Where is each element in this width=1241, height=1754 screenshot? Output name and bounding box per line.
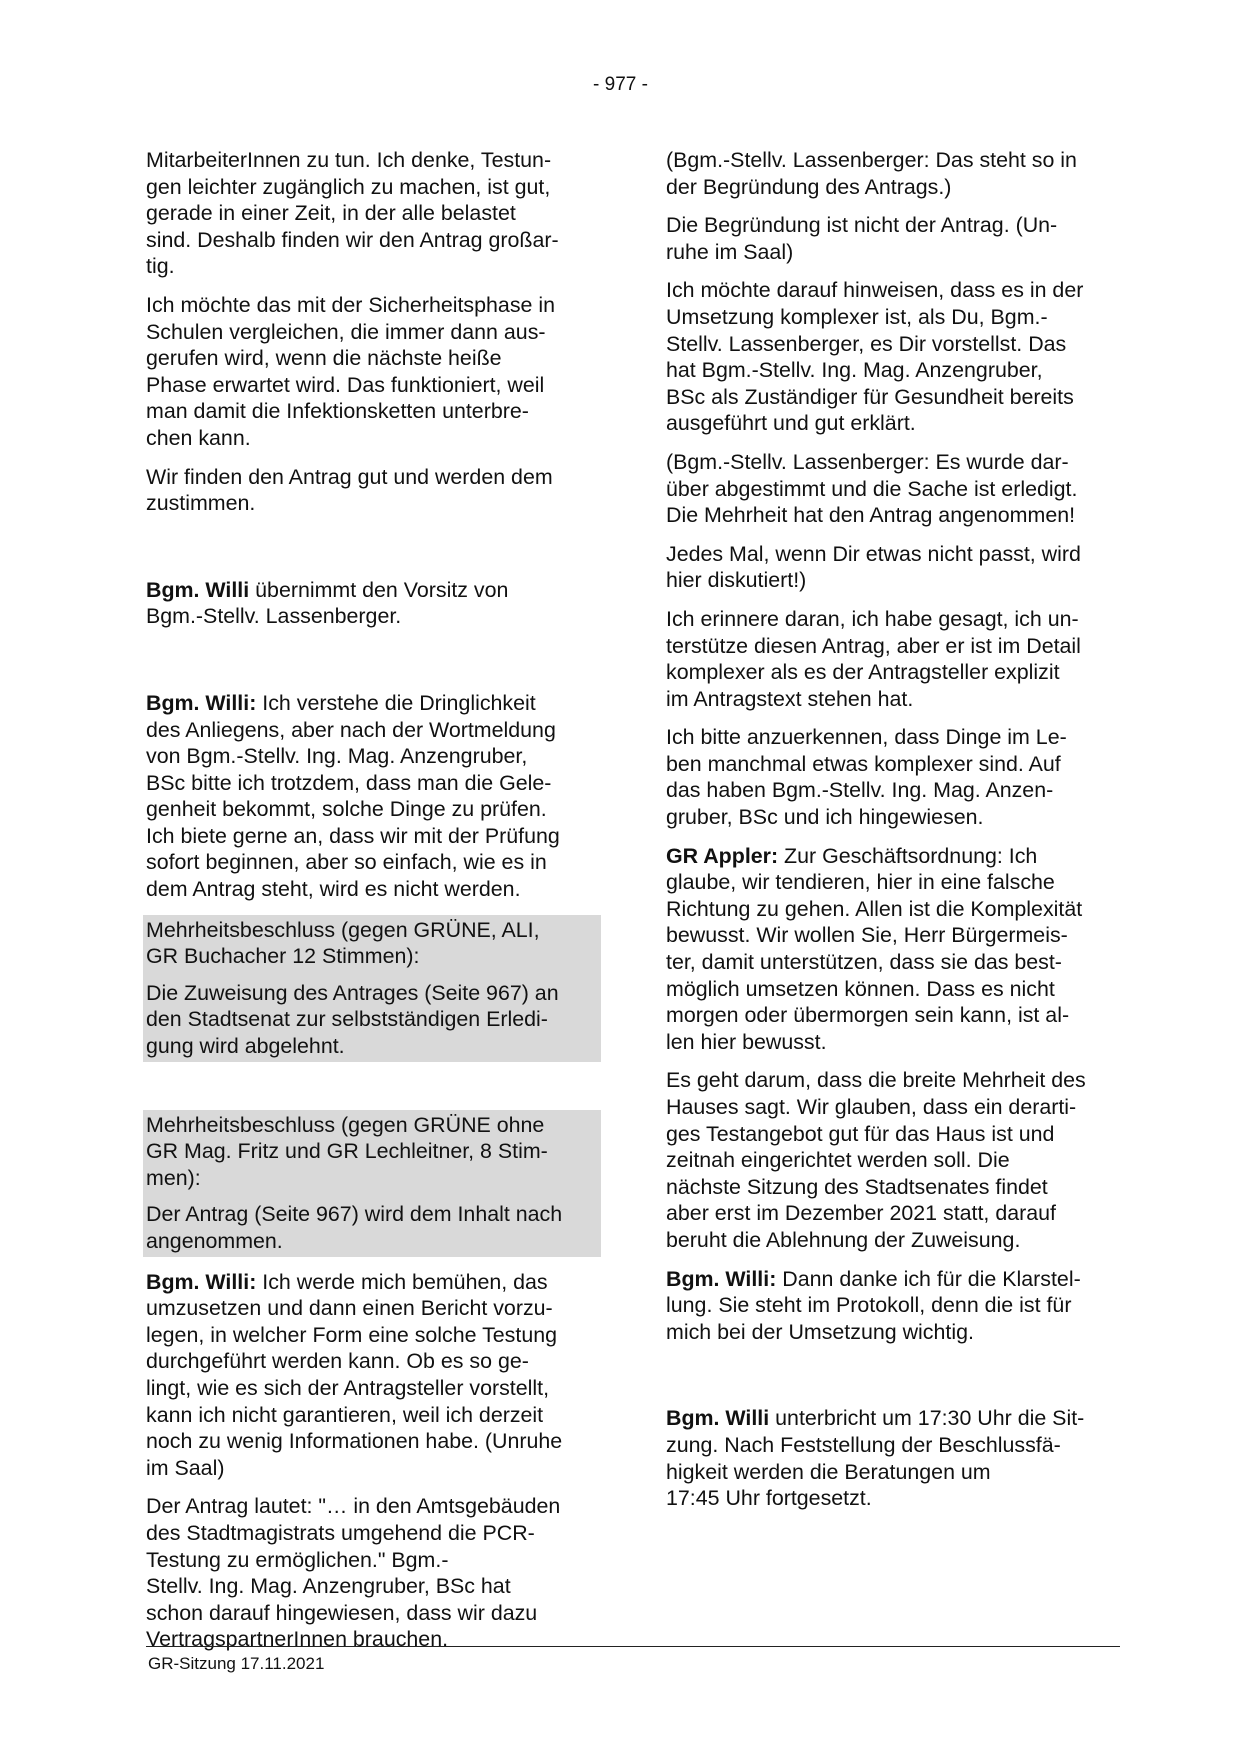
interjection: (Bgm.-Stellv. Lassenberger: Es wurde dar- über abgestimmt und die Sache ist erledigt. Die Mehrheit hat den Antrag angenommen! <box>666 449 1078 528</box>
speaker-name: GR Appler: <box>666 843 779 868</box>
resolution-vote: Mehrheitsbeschluss (gegen GRÜNE, ALI, GR Buchacher 12 Stimmen): <box>146 917 540 969</box>
right-column <box>666 147 1121 1524</box>
speaker-name: Bgm. Willi: <box>146 690 257 715</box>
footer-divider <box>146 1646 1120 1647</box>
resolution-text: Die Zuweisung des Antrages (Seite 967) an den Stadtsenat zur selbstständigen Erledi- gung wird abgelehnt. <box>146 980 559 1059</box>
paragraph: Ich bitte anzuerkennen, dass Dinge im Le- ben manchmal etwas komplexer sind. Auf das haben Bgm.-Stellv. Ing. Mag. Anzen- gruber, BSc und ich hingewiesen. <box>666 725 1067 830</box>
paragraph: Es geht darum, dass die breite Mehrheit des Hauses sagt. Wir glauben, dass ein derarti- ges Testangebot gut für das Haus ist und zeitnah eingerichtet werden soll. Die nächste Sitzung des Stadtsenates findet aber erst im Dezember 2021 statt, darauf beruht die Ablehnung der Zuweisung. <box>666 1068 1086 1252</box>
interjection: Jedes Mal, wenn Dir etwas nicht passt, wird hier diskutiert!) <box>666 541 1081 593</box>
speech-paragraph: Bgm. Willi: Dann danke ich für die Klarstel- lung. Sie steht im Protokoll, denn die ist für mich bei der Umsetzung wichtig. <box>666 1266 1081 1344</box>
footer-session-date: GR-Sitzung 17.11.2021 <box>148 1654 325 1673</box>
interjection: (Bgm.-Stellv. Lassenberger: Das steht so in der Begründung des Antrags.) <box>666 148 1077 199</box>
paragraph: MitarbeiterInnen zu tun. Ich denke, Testun- gen leichter zugänglich zu machen, ist gut, gerade in einer Zeit, in der alle belastet sind. Deshalb finden wir den Antrag großar- tig. <box>146 148 559 279</box>
chair-change-note: Bgm. Willi übernimmt den Vorsitz von Bgm.-Stellv. Lassenberger. <box>146 577 509 629</box>
paragraph: Der Antrag lautet: "… in den Amtsgebäuden des Stadtmagistrats umgehend die PCR- Testung zu ermöglichen." Bgm.- Stellv. Ing. Mag. Anzengruber, BSc hat schon darauf hingewiesen, dass wir dazu VertragspartnerInnen brauchen. <box>146 1494 561 1652</box>
session-break-note: Bgm. Willi unterbricht um 17:30 Uhr die Sit- zung. Nach Feststellung der Beschlussfä- higkeit werden die Beratungen um 17:45 Uhr fortgesetzt. <box>666 1406 1085 1511</box>
paragraph: Die Begründung ist nicht der Antrag. (Un- ruhe im Saal) <box>666 213 1058 264</box>
speaker-name: Bgm. Willi <box>666 1406 770 1431</box>
speech-paragraph: Bgm. Willi: Ich verstehe die Dringlichkeit des Anliegens, aber nach der Wortmeldung von Bgm.-Stellv. Ing. Mag. Anzengruber, BSc bitte ich trotzdem, dass man die Gele- genheit bekommt, solche Dinge zu prüfen. Ich biete gerne an, dass wir mit der Prüfung sofort beginnen, aber so einfach, wie es in dem Antrag steht, wird es nicht werden. <box>146 690 560 902</box>
left-column <box>146 147 601 1665</box>
page-number: - 977 - <box>593 74 648 95</box>
speaker-name: Bgm. Willi: <box>146 1269 257 1294</box>
resolution-box <box>143 915 601 1062</box>
speaker-name: Bgm. Willi: <box>666 1266 777 1291</box>
speech-paragraph: GR Appler: Zur Geschäftsordnung: Ich glaube, wir tendieren, hier in eine falsche Richtung zu gehen. Allen ist die Komplexität bewusst. Wir wollen Sie, Herr Bürgermeis- ter, damit unterstützen, dass sie das best- möglich umsetzen können. Dass es nicht morgen oder übermorgen sein kann, ist al- len hier bewusst. <box>666 843 1083 1054</box>
paragraph: Ich erinnere daran, ich habe gesagt, ich un- terstütze diesen Antrag, aber er ist im Detail komplexer als es der Antragsteller explizit im Antragstext stehen hat. <box>666 606 1081 711</box>
paragraph: Ich möchte darauf hinweisen, dass es in der Umsetzung komplexer ist, als Du, Bgm.- Stellv. Lassenberger, es Dir vorstellst. Das hat Bgm.-Stellv. Ing. Mag. Anzengruber, BSc als Zuständiger für Gesundheit bereits ausgeführt und gut erklärt. <box>666 278 1084 436</box>
speech-paragraph: Bgm. Willi: Ich werde mich bemühen, das umzusetzen und dann einen Bericht vorzu- legen, in welcher Form eine solche Testung durchgeführt werden kann. Ob es so ge- lingt, wie es sich der Antragsteller vorstellt, kann ich nicht garantieren, weil ich derzeit noch zu wenig Informationen habe. (Unruhe im Saal) <box>146 1269 563 1480</box>
resolution-vote: Mehrheitsbeschluss (gegen GRÜNE ohne GR Mag. Fritz und GR Lechleitner, 8 Stim- men): <box>146 1112 548 1190</box>
resolution-box <box>143 1110 601 1257</box>
speaker-name: Bgm. Willi <box>146 577 250 602</box>
resolution-text: Der Antrag (Seite 967) wird dem Inhalt nach angenommen. <box>146 1202 563 1253</box>
paragraph: Wir finden den Antrag gut und werden dem zustimmen. <box>146 464 553 516</box>
paragraph: Ich möchte das mit der Sicherheitsphase in Schulen vergleichen, die immer dann aus- gerufen wird, wenn die nächste heiße Phase erwartet wird. Das funktioniert, weil man damit die Infektionsketten unterbre- chen kann. <box>146 292 556 450</box>
